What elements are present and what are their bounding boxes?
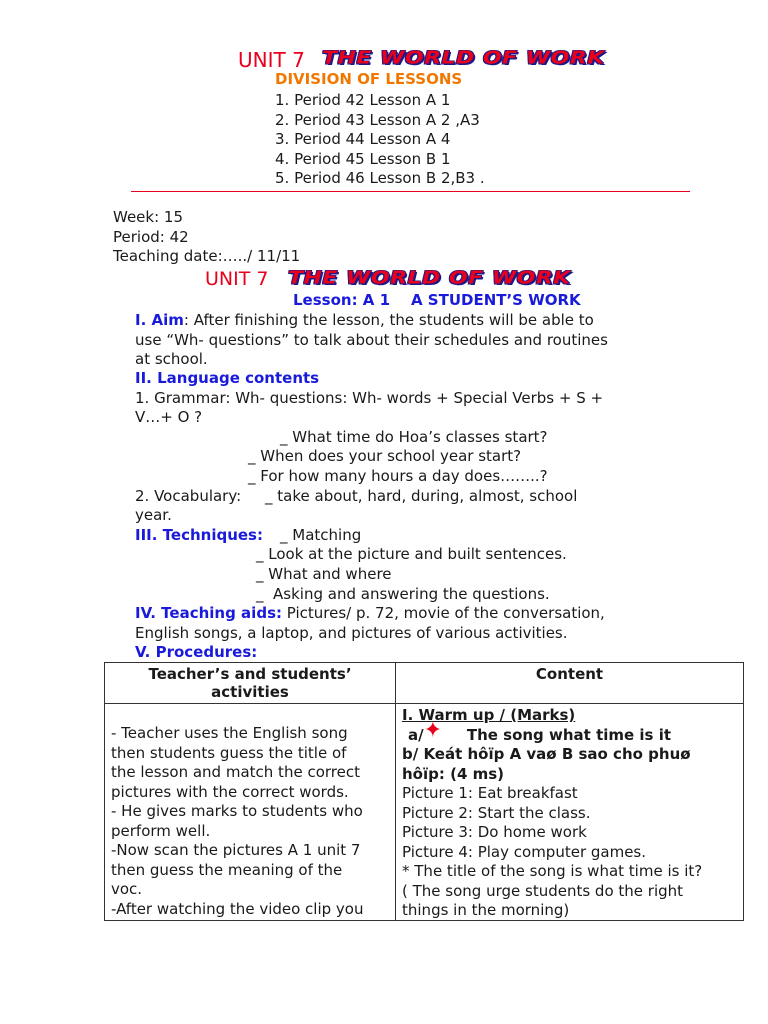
division-item: 2. Period 43 Lesson A 2 ,A3	[275, 111, 480, 129]
col-header-content: Content	[396, 663, 744, 704]
division-item: 5. Period 46 Lesson B 2,B3 .	[275, 169, 485, 187]
aim-text: : After finishing the lesson, the students will be able to	[183, 311, 594, 329]
aim-line: at school.	[135, 350, 208, 368]
aids-text: Pictures/ p. 72, movie of the conversation,	[282, 604, 605, 622]
technique-item: _ Asking and answering the questions.	[256, 585, 550, 603]
content-line: Picture 3: Do home work	[402, 823, 587, 841]
content-line: * The title of the song is what time is it?	[402, 862, 703, 880]
star-icon	[426, 727, 442, 743]
technique-item: _ What and where	[256, 565, 392, 583]
content-line: ( The song urge students do the right	[402, 881, 684, 900]
division-title: DIVISION OF LESSONS	[275, 70, 463, 88]
week-label: Week: 15	[113, 208, 184, 226]
unit-label: UNIT 7	[238, 48, 305, 72]
lesson-wordart-title: THE WORLD OF WORK	[288, 268, 571, 289]
content-item-b: b/ Keát hôïp A vaø B sao cho phuø	[402, 745, 691, 763]
activity-line: perform well.	[111, 821, 211, 840]
lesson-title: Lesson: A 1 A STUDENT’S WORK	[293, 291, 581, 309]
activity-line: - Teacher uses the English song	[111, 724, 348, 742]
division-item: 1. Period 42 Lesson A 1	[275, 91, 451, 109]
table-header-row	[105, 663, 744, 704]
language-contents-label: II. Language contents	[135, 369, 320, 387]
grammar-line: 1. Grammar: Wh- questions: Wh- words + Special Verbs + S +	[135, 389, 604, 407]
content-item-b-cont: hôïp: (4 ms)	[402, 764, 505, 783]
technique-item: _ Matching	[280, 526, 362, 544]
activity-line: pictures with the correct words.	[111, 782, 349, 801]
unit-wordart-title: THE WORLD OF WORK	[322, 48, 605, 69]
division-item: 3. Period 44 Lesson A 4	[275, 130, 451, 148]
activity-line: voc.	[111, 880, 143, 898]
aim-label: I. Aim	[135, 311, 184, 329]
content-line: Picture 1: Eat breakfast	[402, 784, 578, 802]
activity-line: the lesson and match the correct	[111, 763, 360, 781]
item-a-text: The song what time is it	[466, 725, 672, 744]
aids-line-1	[135, 604, 605, 622]
activity-line: then guess the meaning of the	[111, 860, 343, 879]
techniques-label: III. Techniques:	[135, 526, 263, 544]
aim-line-1	[135, 311, 594, 329]
aim-line: use “Wh- questions” to talk about their schedules and routines	[135, 331, 608, 349]
aids-label: IV. Teaching aids:	[135, 604, 282, 622]
activity-line: then students guess the title of	[111, 743, 347, 762]
procedures-table	[104, 662, 744, 921]
item-a-prefix: a/	[408, 725, 424, 744]
content-item-a	[402, 726, 737, 746]
aids-line: English songs, a laptop, and pictures of various activities.	[135, 624, 568, 642]
grammar-example: _ For how many hours a day does……..?	[248, 467, 548, 485]
procedures-label: V. Procedures:	[135, 643, 258, 661]
grammar-example: _ When does your school year start?	[248, 447, 522, 465]
technique-item: _ Look at the picture and built sentences.	[256, 545, 567, 563]
content-line: Picture 4: Play computer games.	[402, 842, 647, 861]
activity-line: - He gives marks to students who	[111, 802, 363, 820]
vocabulary-line: year.	[135, 506, 172, 524]
content-line: things in the morning)	[402, 901, 570, 918]
lesson-unit-label: UNIT 7	[205, 268, 269, 290]
activities-cell	[105, 704, 396, 921]
grammar-example: _ What time do Hoa’s classes start?	[280, 428, 548, 446]
grammar-line: V…+ O ?	[135, 408, 203, 426]
period-label: Period: 42	[113, 228, 189, 246]
activity-line: -After watching the video clip you	[111, 899, 364, 918]
content-line: Picture 2: Start the class.	[402, 803, 591, 822]
table-row	[105, 704, 744, 921]
divider-line	[131, 191, 690, 192]
teaching-date: Teaching date:…../ 11/11	[113, 247, 301, 265]
division-item: 4. Period 45 Lesson B 1	[275, 150, 451, 168]
warm-up-heading: I. Warm up / (Marks)	[402, 706, 576, 724]
col-header-activities: Teacher’s and students’ activities	[105, 663, 396, 704]
vocabulary-line: 2. Vocabulary: _ take about, hard, during, almost, school	[135, 487, 578, 505]
activity-line: -Now scan the pictures A 1 unit 7	[111, 841, 361, 859]
content-cell	[396, 704, 744, 921]
